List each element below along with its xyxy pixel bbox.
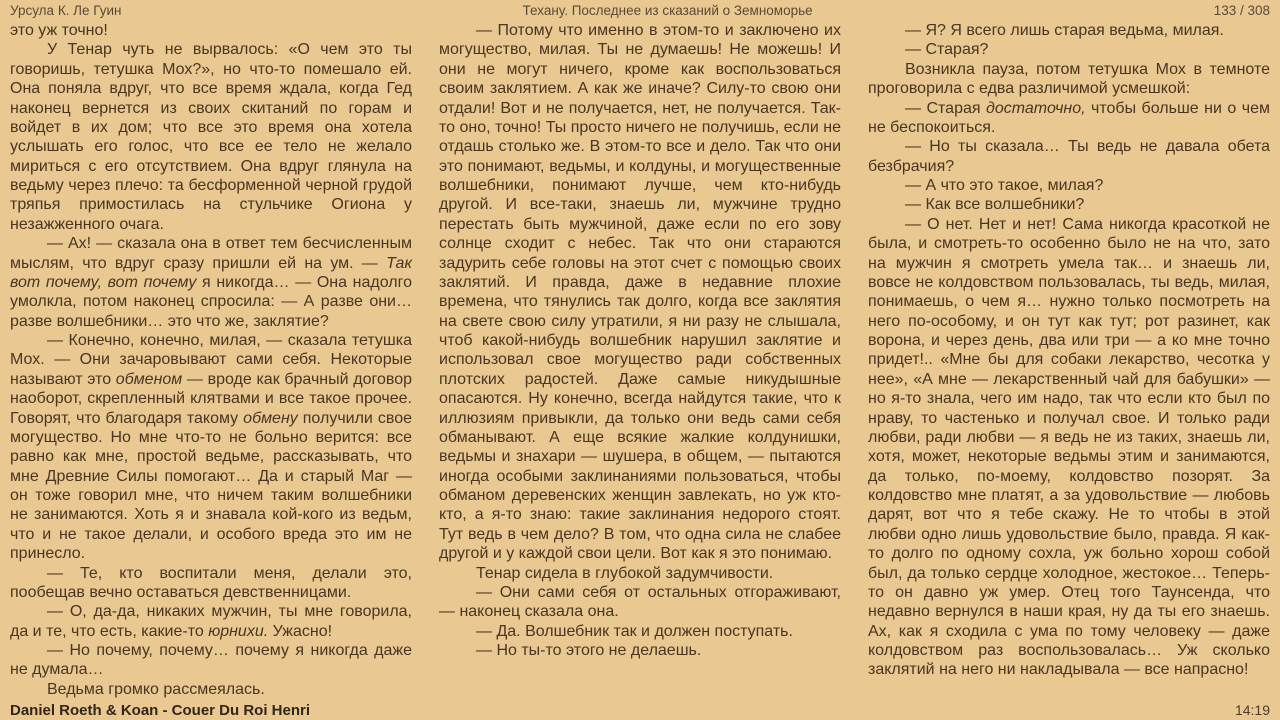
text-run: — О нет. Нет и нет! Сама никогда красоткой не была, и смотреть-то особенно было не на что, зато на мужчин я смотреть умела так… и знаешь ли, вовсе не колдовством пользовалась, ты ведь, милая, понимаешь, о чем я… нужно только посмотреть на него по-особому, и он тут как тут; рот разинет, как ворона, и через день, два или три — а ко мне точно придет!.. «Мне бы для собаки лекарство, чесотка у нее», «А мне — лекарственный чай для бабушки» — но я-то знала, чего им надо, так что если кто был по нраву, то частенько и получал свое. И только ради любви, ради любви — я ведь не из таких, знаешь ли, хотя, может, некоторые ведьмы этим и занимаются, да только, по-моему, колдовство позорят. За колдовство мне платят, а за удовольствие — любовь дарят, вот что я тебе скажу. Не то чтобы в этой любви одно лишь удовольствие было, правда. Я как-то долго по одному сохла, уж больно хорош собой был, да только сердце холодное, жестокое… Теперь-то он давно уж умер. Отец того Таунсенда, что недавно вернулся в наши края, ну да ты его знаешь. Ах, как я сходила с ума по тому человеку — даже колдовством раз воспользовалась… Уж сколько заклятий на него ни накладывала — все напрасно! xyxy=(868,215,1270,679)
text-run: Ужасно! xyxy=(268,622,333,640)
book-title: Техану. Последнее из сказаний о Земноморье xyxy=(522,3,813,18)
reader-footer-bar xyxy=(10,702,1270,719)
book-author: Урсула К. Ле Гуин xyxy=(10,3,122,18)
text-run: — Они сами себя от остальных отгораживают, — наконец сказала она. xyxy=(439,583,841,621)
paragraph xyxy=(10,602,412,641)
paragraph xyxy=(10,331,412,564)
italic-text-run: достаточно, xyxy=(986,99,1086,117)
text-run: — А что это такое, милая? xyxy=(905,177,1104,194)
paragraph xyxy=(868,137,1270,176)
text-run: — Старая? xyxy=(905,41,989,59)
page-indicator: 133 / 308 xyxy=(1213,3,1270,18)
text-run: — Но ты-то этого не делаешь. xyxy=(476,642,702,659)
clock: 14:19 xyxy=(1234,702,1270,718)
text-run: Возникла пауза, потом тетушка Мох в темноте проговорила с едва различимой усмешкой: xyxy=(868,60,1270,98)
text-column-3 xyxy=(868,21,1270,699)
text-run: — Но почему, почему… почему я никогда даже не думала… xyxy=(10,642,412,679)
text-run: — Но ты сказала… Ты ведь не давала обета безбрачия? xyxy=(868,138,1270,175)
text-run: получили свое могущество. Но мне что-то не больно верится: все равно как мне, простой ведьме, рассказывать, что мне Древние Силы помогают… Да и старый Маг — он тоже говорил мне, что ничем таким волшебники не занимаются. Хоть я и знавала кой-кого из ведьм, что и не такое делали, и особого вреда это им не принесло. xyxy=(10,409,412,563)
text-run: У Тенар чуть не вырвалось: «О чем это ты говоришь, тетушка Мох?», но что-то помешало ей. Она поняла вдруг, что все время ждала, когда Гед наконец вернется из своих скитаний по горам и войдет в их дом; что все это время она хотела услышать его голос, что все ее тело не желало мириться с его отсутствием. Она вдруг глянула на ведьму через плечо: та бесформенной черной грудой тряпья примостилась на стульчике Огиона у незажженного очага. xyxy=(10,41,412,233)
text-run: — Конечно, конечно, милая, — сказала тетушка Мох. — Они зачаровывают сами себя. Некоторые называют это xyxy=(10,332,412,388)
paragraph xyxy=(10,680,412,699)
paragraph xyxy=(10,234,412,331)
text-run: — О, да-да, никаких мужчин, ты мне говорила, да и те, что есть, какие-то xyxy=(10,603,412,640)
italic-text-run: обмену xyxy=(243,409,298,427)
text-run: — Как все волшебники? xyxy=(905,196,1085,214)
paragraph xyxy=(868,60,1270,99)
reader-status-bar xyxy=(0,0,1280,19)
paragraph xyxy=(10,40,412,234)
text-run: чтобы больше ни о чем не беспокоиться. xyxy=(868,99,1270,136)
paragraph xyxy=(10,21,412,40)
text-run: — Да. Волшебник так и должен поступать. xyxy=(476,622,793,640)
paragraph xyxy=(868,21,1270,40)
italic-text-run: Так вот почему, вот почему xyxy=(10,254,412,291)
reading-area[interactable] xyxy=(0,19,1280,699)
paragraph xyxy=(10,641,412,680)
paragraph xyxy=(439,622,841,641)
paragraph xyxy=(439,641,841,660)
text-run: — Ах! — сказала она в ответ тем бесчисленным мыслям, что вдруг сразу пришли ей на ум. — xyxy=(10,235,412,272)
paragraph xyxy=(868,99,1270,138)
paragraph xyxy=(10,564,412,603)
italic-text-run: юрнихи. xyxy=(208,622,269,640)
text-run: Ведьма громко рассмеялась. xyxy=(47,680,265,698)
text-run: я никогда… — Она надолго умолкла, потом наконец спросила: — А разве они… разве волшебники… это что же, заклятие? xyxy=(10,273,412,330)
paragraph xyxy=(868,215,1270,680)
text-run: это уж точно! xyxy=(10,22,108,39)
text-run: — вроде как брачный договор наоборот, скрепленный клятвами и все такое прочее. Говорят, что благодаря такому xyxy=(10,370,412,427)
text-column-1 xyxy=(10,21,412,699)
paragraph xyxy=(439,564,841,583)
paragraph xyxy=(868,195,1270,214)
text-column-2 xyxy=(439,21,841,699)
paragraph xyxy=(868,40,1270,59)
text-run: — Старая xyxy=(905,99,987,117)
paragraph xyxy=(439,21,841,564)
paragraph xyxy=(439,583,841,622)
italic-text-run: обменом xyxy=(115,370,183,388)
text-run: — Я? Я всего лишь старая ведьма, милая. xyxy=(905,22,1224,39)
paragraph xyxy=(868,176,1270,195)
now-playing-label: Daniel Roeth & Koan - Couer Du Roi Henri xyxy=(10,702,311,719)
text-run: Тенар сидела в глубокой задумчивости. xyxy=(476,564,774,582)
text-run: — Потому что именно в этом-то и заключено их могущество, милая. Ты не думаешь! Не можешь! И они не могут ничего, кроме как воспользоваться своим заклятием. А как же иначе? Силу-то свою они отдали! Вот и не получается, нет, не получается. Так-то оно, точно! Ты просто ничего не получишь, если не отдашь столько же. В этом-то все и дело. Так что они это понимают, ведьмы, и колдуны, и могущественные волшебники, понимают лучше, чем кто-нибудь другой. И все-таки, знаешь ли, мужчине трудно перестать быть мужчиной, даже если по его зову солнце сходит с небес. Так что они стараются задурить себе головы на этот счет с помощью своих заклятий. И правда, даже в недавние плохие времена, что тянулись так долго, когда все заклятия на свете свою силу утратили, я ни разу не слышала, чтоб какой-нибудь волшебник нарушил заклятие и использовал свое могущество ради собственных плотских радостей. Даже самые никудышные опасаются. Ну конечно, всегда найдутся такие, что к иллюзиям привыкли, да только они ведь сами себя обманывают. А еще всякие жалкие колдунишки, ведьмы и знахари — шушера, в общем, — пытаются иногда особыми заклинаниями пользоваться, чтобы обманом деревенских женщин завлекать, но уж кто-кто, а я-то знаю: такие заклинания недорого стоят. Тут ведь в чем дело? В том, что одна сила не слабее другой и у каждой свои цели. Вот как я это понимаю. xyxy=(439,22,841,563)
text-run: — Те, кто воспитали меня, делали это, пообещав вечно оставаться девственницами. xyxy=(10,564,412,601)
